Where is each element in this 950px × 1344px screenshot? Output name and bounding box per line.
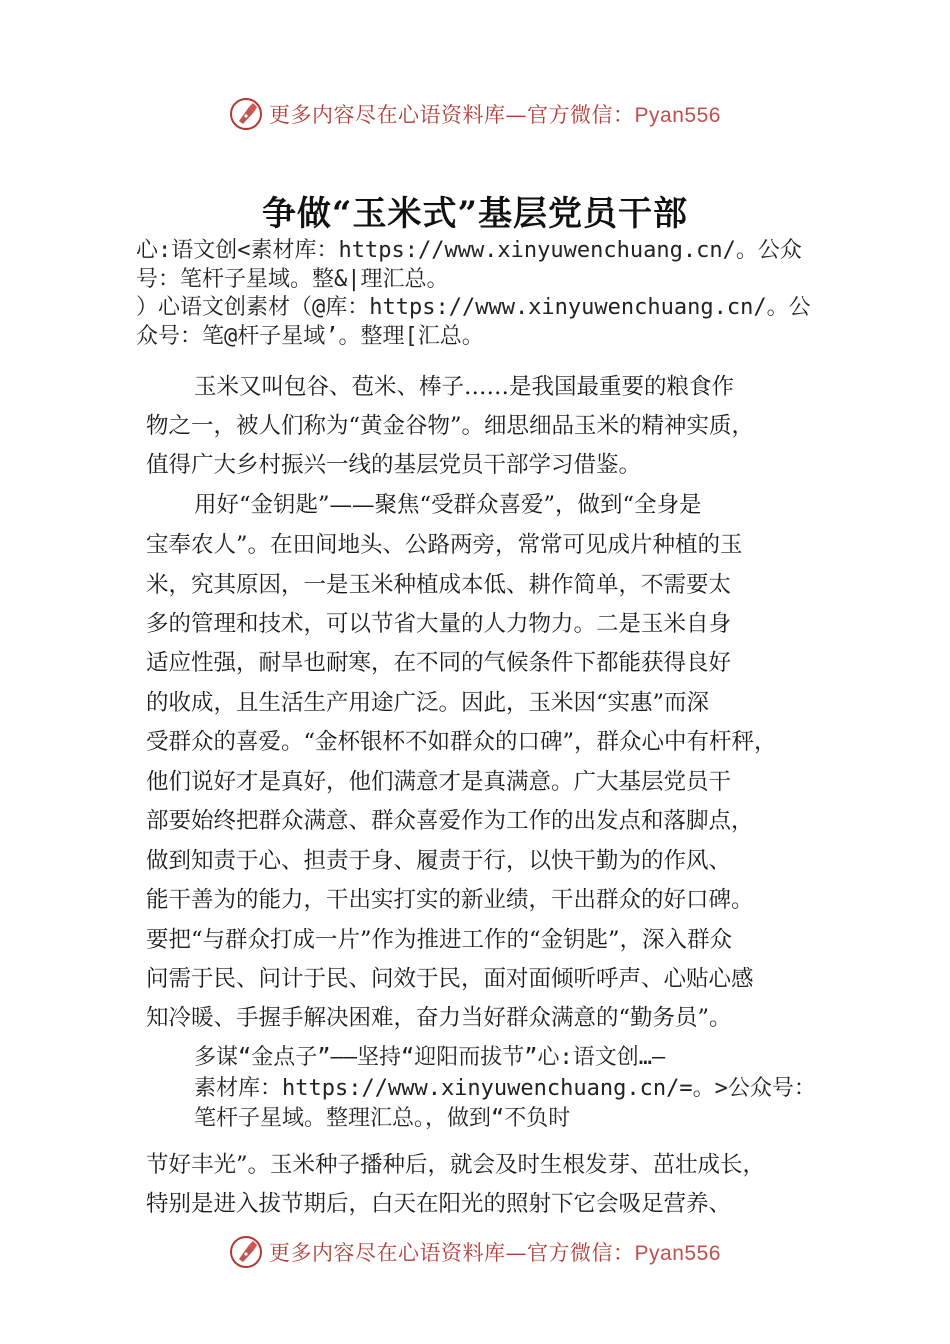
paragraph-line: 值得广大乡村振兴一线的基层党员干部学习借鉴。 bbox=[146, 452, 642, 478]
paragraph-line: 用好“金钥匙”——聚焦“受群众喜爱”，做到“全身是 bbox=[194, 492, 702, 518]
paragraph-line: 适应性强，耐旱也耐寒，在不同的气候条件下都能获得良好 bbox=[146, 650, 732, 676]
watermark-line: 众号：笔@杆子星域’。整理[汇总。 bbox=[136, 324, 484, 349]
watermark-line: ）心语文创素材（@库：https://www.xinyuwenchuang.cn/。公 bbox=[136, 295, 811, 320]
paragraph-line: 米，究其原因，一是玉米种植成本低、耕作简单，不需要太 bbox=[146, 572, 732, 598]
paragraph-line: 部要始终把群众满意、群众喜爱作为工作的出发点和落脚点， bbox=[146, 808, 754, 834]
watermark-line: 号：笔杆子星域。整&|理汇总。 bbox=[136, 267, 449, 292]
paragraph-line: 物之一，被人们称为“黄金谷物”。细思细品玉米的精神实质， bbox=[146, 413, 755, 439]
footer-banner bbox=[0, 1230, 950, 1274]
paragraph-line: 能干善为的能力，干出实打实的新业绩，干出群众的好口碑。 bbox=[146, 887, 754, 913]
pen-nib-icon bbox=[229, 1235, 263, 1269]
paragraph-line: 的收成，且生活生产用途广泛。因此，玉米因“实惠”而深 bbox=[146, 690, 710, 716]
watermark-line: 笔杆子星域。整理汇总。，做到“不负时 bbox=[194, 1106, 571, 1131]
paragraph-line: 特别是进入拔节期后，白天在阳光的照射下它会吸足营养、 bbox=[146, 1191, 732, 1217]
header-banner bbox=[0, 92, 950, 136]
paragraph-line: 玉米又叫包谷、苞米、棒子……是我国最重要的粮食作 bbox=[194, 374, 735, 400]
paragraph-line: 他们说好才是真好，他们满意才是真满意。广大基层党员干 bbox=[146, 769, 732, 795]
footer-banner-text: 更多内容尽在心语资料库—官方微信：Pyan556 bbox=[269, 1241, 721, 1265]
paragraph-line: 节好丰光”。玉米种子播种后，就会及时生根发芽、茁壮成长， bbox=[146, 1152, 766, 1178]
paragraph-line: 多的管理和技术，可以节省大量的人力物力。二是玉米自身 bbox=[146, 611, 732, 637]
paragraph-line: 宝奉农人”。在田间地头、公路两旁，常常可见成片种植的玉 bbox=[146, 532, 743, 558]
watermark-line: 素材库：https://www.xinyuwenchuang.cn/=。>公众号： bbox=[194, 1076, 816, 1101]
paragraph-line: 做到知责于心、担责于身、履责于行，以快干勤为的作风、 bbox=[146, 848, 732, 874]
page-title: 争做“玉米式”基层党员干部 bbox=[261, 194, 689, 234]
paragraph-line: 受群众的喜爱。“金杯银杯不如群众的口碑”，群众心中有杆秤， bbox=[146, 729, 777, 755]
paragraph-line: 问需于民、问计于民、问效于民，面对面倾听呼声、心贴心感 bbox=[146, 966, 754, 992]
watermark-line: 多谋“金点子”——坚持“迎阳而拔节”心:语文创…— bbox=[194, 1045, 666, 1070]
paragraph-line: 知冷暖、手握手解决困难，奋力当好群众满意的“勤务员”。 bbox=[146, 1005, 732, 1031]
watermark-line: 心:语文创<素材库：https://www.xinyuwenchuang.cn/。公众 bbox=[136, 238, 802, 263]
paragraph-line: 要把“与群众打成一片”作为推进工作的“金钥匙”，深入群众 bbox=[146, 927, 733, 953]
pen-nib-icon bbox=[229, 97, 263, 131]
header-banner-text: 更多内容尽在心语资料库—官方微信：Pyan556 bbox=[269, 103, 721, 127]
